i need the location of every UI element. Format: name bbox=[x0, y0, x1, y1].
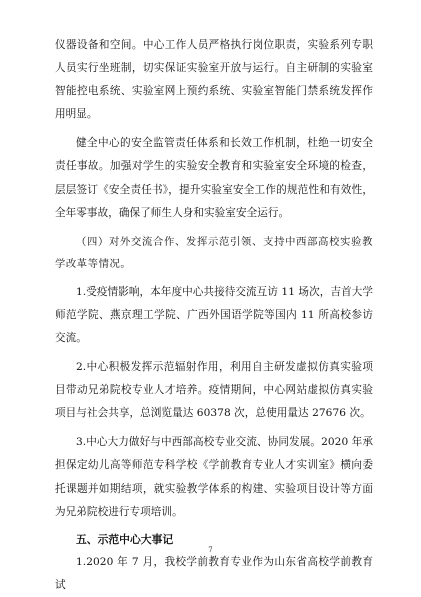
subsection-heading-exchange: （四）对外交流合作、发挥示范引领、支持中西部高校实验教学改革等情况。 bbox=[55, 235, 373, 270]
page-body bbox=[55, 34, 373, 597]
paragraph-event-1: 1.2020 年 7 月，我校学前教育专业作为山东省高校学前教育试 bbox=[55, 555, 373, 591]
paragraph-central-western-cooperation: 3.中心大力做好与中西部高校专业交流、协同发展。2020 年承担保定幼儿高等师范专科学校《学前教育专业人才实训室》横向委托课题并如期结项，就实验教学体系的构建、实验项目设计等方面为兄弟院校进行专项培训。 bbox=[55, 436, 373, 518]
section-heading-major-events: 五、示范中心大事记 bbox=[76, 532, 174, 546]
paragraph-exchange-visits: 1.受疫情影响，本年度中心共接待交流互访 11 场次，吉首大学师范学院、燕京理工学院、广西外国语学院等国内 11 所高校参访交流。 bbox=[55, 285, 373, 344]
paragraph-demonstration-radiation: 2.中心积极发挥示范辐射作用，利用自主研发虚拟仿真实验项目带动兄弟院校专业人才培养。疫情期间，中心网站虚拟仿真实验项目与社会共享，总浏览量达 60378 次，总使用量达 27676 次。 bbox=[55, 361, 373, 420]
page-number: 7 bbox=[208, 546, 213, 554]
paragraph-equipment-space: 仪器设备和空间。中心工作人员严格执行岗位职责，实验系列专职人员实行坐班制，切实保证实验室开放与运行。自主研制的实验室智能控电系统、实验室网上预约系统、实验室智能门禁系统发挥作用明显。 bbox=[55, 39, 373, 121]
paragraph-safety-system: 健全中心的安全监管责任体系和长效工作机制，杜绝一切安全责任事故。加强对学生的实验安全教育和实验室安全环境的检查，层层签订《安全责任书》，提升实验室安全工作的规范性和有效性，全年零事故，确保了师生人身和实验室安全运行。 bbox=[55, 137, 373, 219]
